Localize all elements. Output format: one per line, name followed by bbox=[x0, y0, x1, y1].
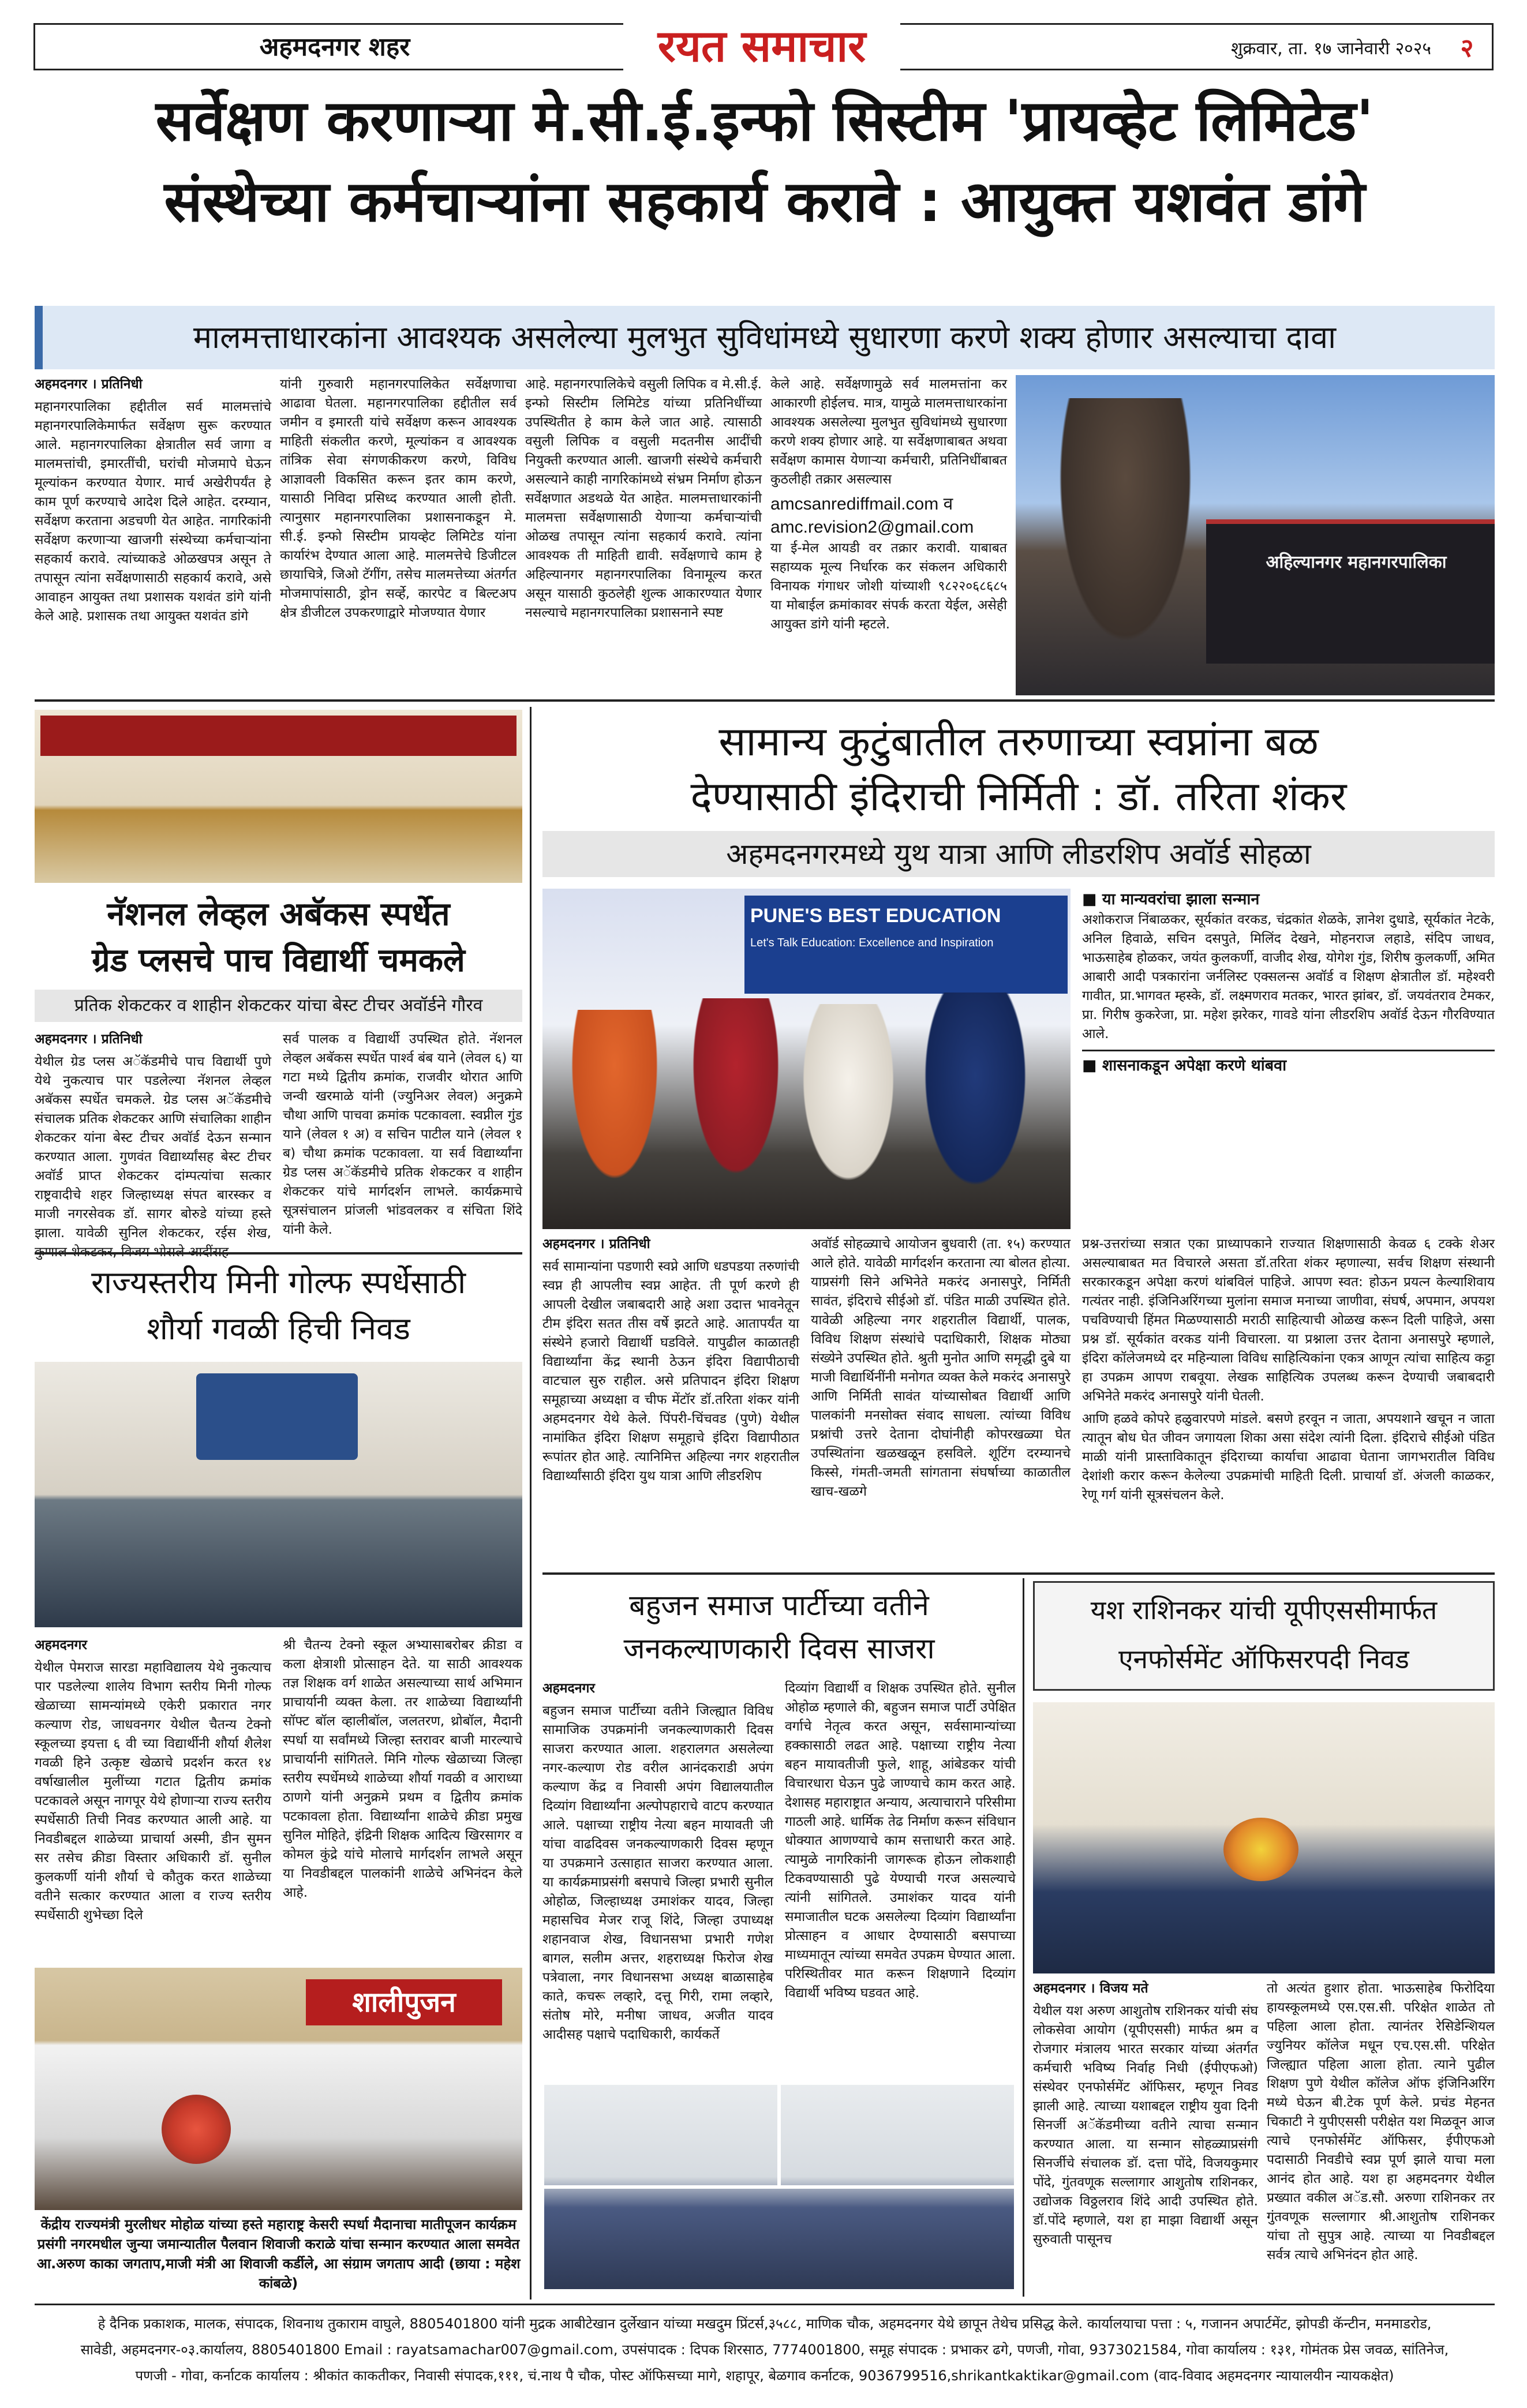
speaker-white-kurta bbox=[796, 1004, 900, 1194]
youth-column-1 bbox=[542, 1235, 799, 1567]
upsc-byline: अहमदनगर । विजय मते bbox=[1033, 1981, 1148, 1996]
golf-column-1 bbox=[35, 1636, 271, 1959]
upsc-headline-1: यश राशिनकर यांची यूपीएससीमार्फत bbox=[1090, 1594, 1438, 1626]
stop-expecting-text: प्रश्न-उत्तरांच्या सत्रात एका प्राध्यापकाने राज्यात शिक्षणासाठी केवळ ६ टक्के शेअर असल्याबाबत मत विचारले असता डॉ.तरिता शंकर म्हणाल्या, सर्वच शिक्षण संस्थानी सरकारकडून अपेक्षा करणं थांबविलं पाहिजे. आपण स्वत: होऊन प्रयत्न केल्याशिवाय गत्यंतर नाही. इंजिनिअरिंगच्या मुलांना समाज मनाच्या जाणीवा, संघर्ष, अपमान, अपयश पचविण्याची हिंमत मिळण्यासाठी मराठी साहित्याची ओळख करून दिली पाहिजे, असा प्रश्न डॉ. सूर्यकांत वरकड यांनी विचारला. या प्रश्नाला उत्तर देताना अनासपुरे म्हणाले, इंदिरा कॉलेजमध्ये दर महिन्याला विविध साहित्यिकांना एकत्र आणून त्यांचा साहित्य कट्टा हा उपक्रम आपण राबवूया. लेखक साहित्यिक उपलब्ध करून देण्याची जबाबदारी अभिनेते मकरंद अनासपुरे यांनी घेतली. bbox=[1082, 1237, 1495, 1404]
matipujan-photo bbox=[35, 1968, 522, 2210]
speaker-blue-suit bbox=[918, 993, 1033, 1200]
footer-rule bbox=[35, 2304, 1495, 2305]
golf-headline-2: शौर्या गवळी हिची निवड bbox=[147, 1310, 410, 1347]
youth-bottom-rule bbox=[542, 1572, 1495, 1575]
matipujan-caption: केंद्रीय राज्यमंत्री मुरलीधर मोहोळ यांच्या हस्ते महाराष्ट्र केसरी स्पर्धा मैदानाचा मातीपूजन कार्यक्रम प्रसंगी नगरमधील जुन्या जमान्यातील पैलवान शिवाजी कराळे यांचा सन्मान करण्यात आला समवेत आ.अरुण काका जगताप,माजी मंत्री आ शिवाजी कर्डीले, आ संग्राम जगताप आदी (छाया : महेश कांबळे) bbox=[36, 2216, 521, 2291]
abacus-headline-2: ग्रेड प्लसचे पाच विद्यार्थी चमकले bbox=[92, 942, 465, 979]
upsc-felicitation-photo bbox=[1033, 1702, 1495, 1973]
golf-col1-text: येथील पेमराज सारडा महाविद्यालय येथे नुकत्याच पार पडलेल्या शालेय विभाग स्तरीय मिनी गोल्फ खेळाच्या सामन्यांमध्ये एकेरी प्रकारात नगर कल्याण रोड, जाधवनगर येथील चैतन्य टेक्नो स्कूलच्या इयत्ता ६ वी च्या विद्यार्थीनी शौर्या शैलेश गवळी हिने उत्कृष्ट खेळाचे प्रदर्शन करत १४ वर्षाखालील मुलींच्या गटात द्वितीय क्रमांक पटकावले असून नागपूर येथे होणाऱ्या राज्य स्तरीय स्पर्धेसाठी तिची निवड करण्यात आली आहे. या निवडीबद्दल शाळेच्या प्राचार्या अस्मी, डीन सुमन सर तसेच क्रीडा विस्तार अधिकारी डॉ. सुनील कुलकर्णी यांनी शौर्या चे कौतुक करत शाळेच्या वतीने सत्कार करण्यात आला व राज्य स्तरीय स्पर्धेसाठी शुभेच्छा दिले bbox=[35, 1660, 271, 1923]
abacus-byline: अहमदनगर । प्रतिनिधी bbox=[35, 1032, 143, 1047]
abacus-winners-photo bbox=[35, 710, 522, 883]
abacus-subheadline: प्रतिक शेकटकर व शाहीन शेकटकर यांचा बेस्ट टीचर अवॉर्डने गौरव bbox=[35, 990, 522, 1022]
lead-byline: अहमदनगर । प्रतिनिधी bbox=[35, 377, 143, 392]
lead-column-3 bbox=[525, 375, 762, 692]
golf-felicitation-photo bbox=[35, 1362, 522, 1627]
bsp-col2-text: दिव्यांग विद्यार्थी व शिक्षक उपस्थित होते. सुनील ओहोळ म्हणाले की, बहुजन समाज पार्टी उपेक्षित वर्गाचे नेतृत्व करत असून, सर्वसामान्यांच्या हक्कासाठी लढत आहे. पक्षाच्या राष्ट्रीय नेत्या बहन मायावतीजी फुले, शाहू, आंबेडकर यांची विचारधारा घेऊन पुढे जाण्याचे काम करत आहे. देशासह महाराष्ट्रात अन्याय, अत्याचाराने परिसीमा गाठली आहे. धार्मिक तेढ निर्माण करून संविधान धोक्यात आणण्याचे काम सत्ताधारी करत आहे. त्यामुळे नागरिकांनी जागरूक होऊन लोकशाही टिकवण्यासाठी पुढे येण्याची गरज असल्याचे त्यांनी सांगितले. उमाशंकर यादव यांनी समाजातील घटक असलेल्या दिव्यांग विद्यार्थ्यांना प्रोत्साहन व आधार देण्यासाठी बसपाच्या माध्यमातून त्यांच्या समवेत उपक्रम घेण्यात आला. परिस्थितीवर मात करून शिक्षणाने दिव्यांग विद्यार्थी भविष्य घडवत आहे. bbox=[785, 1681, 1016, 2001]
building-sign: अहिल्यानगर महानगरपालिका bbox=[1266, 552, 1447, 572]
bsp-photo-1 bbox=[542, 2083, 779, 2187]
section-label: अहमदनगर शहर bbox=[259, 32, 410, 62]
lead-column-1 bbox=[35, 375, 271, 692]
stage-banner bbox=[744, 896, 1068, 994]
youth-column-2 bbox=[811, 1235, 1071, 1567]
upsc-bouquet bbox=[1223, 1818, 1298, 1881]
left-column-divider bbox=[530, 707, 532, 2300]
imprint-line-2: सावेडी, अहमदनगर-०३.कार्यालय, 8805401800 Email : rayatsamachar007@gmail.com, उपसंपादक : दिपक शिरसाठ, 7774001800, समूह संपादक : प्रभाकर ढगे, पणजी, गोवा, 9373021584, गोवा कार्यालय : १३१, गोमंतक प्रेस जवळ, सांतिनेज, bbox=[80, 2342, 1449, 2358]
bsp-column-2 bbox=[785, 1679, 1016, 2077]
bsp-column-1 bbox=[542, 1679, 773, 2077]
newspaper-title: रयत समाचार bbox=[623, 17, 900, 75]
bsp-photo-2 bbox=[779, 2083, 1016, 2187]
page-number: २ bbox=[1460, 33, 1474, 63]
speaker-orange-saree bbox=[566, 1010, 664, 1194]
bsp-col1-text: बहुजन समाज पार्टीच्या वतीने जिल्ह्यात विविध सामाजिक उपक्रमांनी जनकल्याणकारी दिवस साजरा करण्यात आला. शहरालगत असलेल्या नगर-कल्याण रोड वरील आनंदकराडी अपंग कल्याण केंद्र व निवासी अपंग विद्यालयातील दिव्यांग विद्यार्थ्यांना अल्पोपहाराचे वाटप करण्यात आले. पक्षाच्या राष्ट्रीय नेत्या बहन मायावती जी यांचा वाढदिवस जनकल्याणकारी दिवस म्हणून या उपक्रमाने उत्साहात साजरा करण्यात आला. या कार्यक्रमाप्रसंगी बसपाचे जिल्हा प्रभारी सुनील ओहोळ, जिल्हाध्यक्ष उमाशंकर यादव, जिल्हा महासचिव मेजर राजू शिंदे, जिल्हा उपाध्यक्ष शहानवाज शेख, विधानसभा प्रभारी गणेश बागल, सलीम अत्तर, शहराध्यक्ष फिरोज शेख पत्रेवाला, नगर विधानसभा अध्यक्ष बाळासाहेब काते, कचरू लव्हारे, दत्तू गिरी, रामा लव्हारे, संतोष मोरे, मनीषा जाधव, अजीत यादव आदीसह पक्षाचे पदाधिकारी, कार्यकर्ते bbox=[542, 1703, 773, 2042]
youth-subheadline: अहमदनगरमध्ये युथ यात्रा आणि लीडरशिप अवॉर्ड सोहळा bbox=[542, 831, 1495, 877]
lead-column-2 bbox=[280, 375, 517, 692]
youth-byline: अहमदनगर । प्रतिनिधी bbox=[542, 1237, 650, 1252]
bsp-upsc-divider bbox=[1023, 1578, 1024, 2297]
abacus-column-1 bbox=[35, 1030, 271, 1244]
shivaji-statue bbox=[1050, 398, 1200, 664]
golf-column-2 bbox=[283, 1636, 522, 1959]
bsp-byline: अहमदनगर bbox=[542, 1681, 595, 1696]
youth-col2-text: अवॉर्ड सोहळ्याचे आयोजन बुधवारी (ता. १५) करण्यात आले होते. यावेळी मार्गदर्शन करताना त्या बोलत होत्या. याप्रसंगी सिने अभिनेते मकरंद अनासपुरे, निर्मिती सावंत, इंदिराचे सीईओ डॉ. पंडित माळी उपस्थित होते. यावेळी अहिल्या नगर शहरातील विद्यार्थी, पालक, विविध शिक्षण संस्थांचे पदाधिकारी, शिक्षक मोठ्या संख्येने उपस्थित होते. श्रुती मुनोत आणि समृद्धी दुबे या माजी विद्यार्थिनींनी मनोगत व्यक्त केले मकरंद अनासपुरे आणि निर्मिती सावंत यांच्यासोबत विद्यार्थी आणि पालकांनी मनसोक्त संवाद साधला. त्यांच्या विविध प्रश्नांची उत्तरे देताना दोघांनीही कोपरखळ्या घेत उपस्थितांना खळखळून हसविले. शूटिंग दरम्यानचे किस्से, गंमती-जमती सांगताना संघर्षाच्या काळातील खाच-खळगे bbox=[811, 1237, 1071, 1499]
complaint-email-2[interactable]: amc.revision2@gmail.com bbox=[770, 518, 974, 537]
flower-bouquet bbox=[162, 2095, 231, 2164]
upsc-column-1 bbox=[1033, 1979, 1258, 2297]
upsc-col2-text: तो अत्यंत हुशार होता. भाऊसाहेब फिरोदिया हायस्कूलमध्ये एस.एस.सी. परिक्षेत शाळेत तो पहिला आला होता. त्यानंतर रेसिडेन्शियल ज्युनियर कॉलेज मधून एच.एस.सी. परिक्षेत जिल्ह्यात पहिला आला होता. त्याने पुढील शिक्षण पुणे येथील कॉलेज ऑफ इंजिनिअरिंग मध्ये घेऊन बी.टेक पूर्ण केले. प्रचंड मेहनत चिकाटी ने युपीएससी परीक्षेत यश मिळवून आज त्याचे एनफोर्समेंट ऑफिसर, ईपीएफओ पदासाठी निवडीचे स्वप्न पूर्ण झाले याचा मला आनंद होत आहे. यश हा अहमदनगर येथील प्रख्यात वकील अॅड.सौ. अरुणा राशिनकर तर गुंतवणूक सल्लागार श्री.आशुतोष राशिनकर यांचा तो सुपुत्र आहे. त्याच्या या निवडीबद्दल सर्वत्र त्याचे अभिनंदन होत आहे. bbox=[1267, 1981, 1495, 2263]
bsp-headline-1: बहुजन समाज पार्टीच्या वतीने bbox=[629, 1589, 929, 1622]
golf-col2-text: श्री चैतन्य टेक्नो स्कूल अभ्यासाबरोबर क्रीडा व कला क्षेत्राशी प्रोत्साहन देते. या साठी आवश्यक तज्ञ शिक्षक वर्ग शाळेत असल्याच्या सार्थ अभिमान प्राचार्यानी व्यक्त केला. तर शाळेच्या विद्यार्थ्यांनी सॉफ्ट बॉल व्हालीबॉल, जलतरण, थ्रोबॉल, मैदानी स्पर्धा या सर्वांमध्ये जिल्हा स्तरावर बाजी मारल्याचे प्राचार्यानी सांगितले. मिनि गोल्फ खेळाच्या जिल्हा स्तरीय स्पर्धेमध्ये शाळेच्या शौर्या गवळी व आराध्या ठाणगे यांनी अनुक्रमे प्रथम व द्वितीय क्रमांक पटकावला होता. विद्यार्थ्यांना शाळेचे क्रीडा प्रमुख सुनिल मोहिते, इंद्रिनी शिक्षक आदित्य खिरसागर व कोमल कुंद्रे यांचे मोलाचे मार्गदर्शन लाभले असून या निवडीबद्दल पालकांनी शाळेचे अभिनंदन केले आहे. bbox=[283, 1638, 522, 1900]
youth-headline-1: सामान्य कुटुंबातील तरुणाच्या स्वप्नांना बळ bbox=[718, 718, 1319, 765]
banner-strip bbox=[40, 716, 517, 756]
honorees-heading: ■ या मान्यवरांचा झाला सन्मान bbox=[1082, 890, 1260, 908]
lead-headline-1: सर्वेक्षण करणाऱ्या मे.सी.ई.इन्फो सिस्टीम 'प्रायव्हेट लिमिटेड' bbox=[155, 88, 1374, 154]
youth-bullets bbox=[1082, 889, 1495, 1229]
abacus-col1-text: येथील ग्रेड प्लस अॅकॅडमीचे पाच विद्यार्थी पुणे येथे नुकत्याच पार पडलेल्या नॅशनल लेव्हल अबॅकस स्पर्धेत चमकले. ग्रेड प्लस अॅकॅडमीचे संचालक प्रतिक शेकटकर आणि संचालिका शाहीन शेकटकर यांना बेस्ट टीचर अवॉर्ड देऊन सन्मान करण्यात आला. गुणवंत विद्यार्थ्यांसह बेस्ट टीचर अवॉर्ड प्राप्त शेकटकर दांम्पत्यांचा सत्कार राष्ट्रवादीचे शहर जिल्हाध्यक्ष संपत बारस्कर व माजी नगरसेवक डॉ. सागर बोरुडे यांच्या हस्ते झाला. यावेळी सुनिल शेकटकर, रईस शेख, bbox=[35, 1054, 271, 1241]
lead-col3-text: आहे. महानगरपालिकेचे वसुली लिपिक व मे.सी.ई. इन्फो सिस्टीम लिमिटेड यांच्या प्रतिनिधींच्या उपस्थितीत हे काम केले जात आहे. त्यासाठी वसुली लिपिक व वसुली मदतनीस आदींची नियुक्ती करण्यात आली. खाजगी संस्थेचे कर्मचारी असल्याने काही नागरिकांमध्ये संभ्रम निर्माण होऊन सर्वेक्षणात अडथळे येत आहेत. मालमत्ताधारकांनी मालमत्ता सर्वेक्षणासाठी येणाऱ्या कर्मचाऱ्यांची ओळख तपासून त्यांना सहकार्य करावे. त्यांना आवश्यक ती माहिती द्यावी. सर्वेक्षणाचे काम हे अहिल्यानगर महानगरपालिका विनामूल्य करत असून यासाठी कुठलेही शुल्क आकारण्यात येणार नसल्याचे महानगरपालिका प्रशासनाने स्पष्ट bbox=[525, 377, 762, 620]
bsp-headline-2: जनकल्याणकारी दिवस साजरा bbox=[623, 1632, 935, 1665]
abacus-bottom-rule bbox=[35, 1252, 522, 1254]
imprint-line-3: पणजी - गोवा, कर्नाटक कार्यालय : श्रीकांत काकतीकर, निवासी संपादक,१११, चं.नाथ पै चौक, पोस्ट ऑफिसच्या मागे, शहापूर, बेळगाव कर्नाटक, 9036799516,shrikantkaktikar@gmail.com (वाद-विवाद अहमदनगर न्यायालयीन न्यायकक्षेत) bbox=[135, 2368, 1394, 2384]
bsp-event-photo bbox=[542, 2083, 1016, 2291]
matipujan-banner: शालीपुजन bbox=[306, 1979, 502, 2025]
lead-column-4 bbox=[770, 375, 1007, 692]
lead-col1-text: महानगरपालिका हद्दीतील सर्व मालमत्तांचे महानगरपालिकेमार्फत सर्वेक्षण सुरू करण्यात आले. महानगरपालिका क्षेत्रातील सर्व जागा व मालमत्तांची, इमारतींची, घरांची मोजमापे घेऊन मूल्यांकन करण्यात येणार. मार्च अखेरीपर्यंत हे काम पूर्ण करण्याचे आदेश दिले आहेत. दरम्यान, सर्वेक्षण करताना अडचणी येत आहेत. नागरिकांनी सर्वेक्षण करणाऱ्या खाजगी संस्थेच्या कर्मचाऱ्यांना सहकार्य करावे. त्यांच्याकडे ओळखपत्र असून ते तपासून त्यांना सर्वेक्षणासाठी सहकार्य करावे, असे आवाहन आयुक्त तथा प्रशासक यशवंत डांगे यांनी केले आहे. प्रशासक तथा आयुक्त यशवंत डांगे bbox=[35, 399, 271, 624]
upsc-column-2 bbox=[1267, 1979, 1495, 2297]
building-facade bbox=[1206, 519, 1495, 664]
lead-subheadline-band bbox=[35, 306, 1495, 369]
lead-headline-2: संस्थेच्या कर्मचाऱ्यांना सहकार्य करावे : आयुक्त यशवंत डांगे bbox=[164, 169, 1365, 235]
complaint-email-1[interactable]: amcsanrediffmail.com bbox=[770, 495, 939, 514]
municipal-building-photo bbox=[1016, 375, 1495, 695]
lead-col4b-text: या ई-मेल आयडी वर तक्रार करावी. याबाबत सहाय्यक मूल्य निर्धारक कर संकलन अधिकारी विनायक गंगाधर जोशी यांच्याशी ९८२२०६८६८५ या मोबाईल क्रमांकावर संपर्क करता येईल, असेही आयुक्त डांगे यांनी म्हटले. bbox=[770, 541, 1007, 632]
email-separator: व bbox=[943, 495, 953, 514]
bsp-photo-3 bbox=[542, 2187, 1016, 2291]
golf-byline: अहमदनगर bbox=[35, 1638, 87, 1653]
stage-banner-title: PUNE'S BEST EDUCATION bbox=[750, 905, 1001, 927]
lead-subheadline: मालमत्ताधारकांना आवश्यक असलेल्या मुलभुत सुविधांमध्ये सुधारणा करणे शक्य होणार असल्याचा दावा bbox=[193, 319, 1337, 355]
lead-col4a-text: केले आहे. सर्वेक्षणामुळे सर्व मालमत्तांना कर आकारणी होईलच. मात्र, यामुळे मालमत्ताधारकांना आवश्यक असलेल्या मुलभुत सुविधांमध्ये सुधारणा करणे शक्य होणार आहे. या सर्वेक्षणाबाबत अथवा सर्वेक्षण कामास येणाऱ्या कर्मचारी, प्रतिनिधींबाबत कुठलीही तक्रार असल्यास bbox=[770, 377, 1007, 487]
abacus-col2-text: सर्व पालक व विद्यार्थी उपस्थित होते. नॅशनल लेव्हल अबॅकस स्पर्धेत पार्श्व बंब याने (लेवल ६) या गटा मध्ये द्वितीय क्रमांक, राजवीर थोरात आणि जन्वी खरमाळे यांनी (ज्युनिअर लेवल) अनुक्रमे चौथा आणि पाचवा क्रमांक पटकावला. स्वप्नील गुंड याने (लेवल १ अ) व सचिन पाटील याने (लेवल १ ब) चौथा क्रमांक पटकावला. या सर्व विद्यार्थ्यांना ग्रेड प्लस अॅकॅडमीचे प्रतिक शेकटकर व शाहीन शेकटकर यांचे मार्गदर्शन लाभले. कार्यक्रमाचे सूत्रसंचालन प्रांजली भांडवलकर व संचिता शिंदे यांनी केले. bbox=[283, 1032, 522, 1237]
stage-banner-subtitle: Let's Talk Education: Excellence and Inspiration bbox=[750, 937, 994, 949]
youth-col3-tail: आणि हळवे कोपरे हळुवारपणे मांडले. बसणे हरवून न जाता, अपयशाने खचून न जाता त्यातून बोध घेत जीवन जगायला शिका असा संदेश त्यांनी दिला. इंदिराचे सीईओ पंडित माळी यांनी प्रास्ताविकातून इंदिराच्या कार्याचा आढावा घेताना जागभरातील विविध देशांशी करार करून केलेल्या उपक्रमांची माहिती दिली. प्राचार्या डॉ. अंजली काळकर, रेणू गर्ग यांनी सूत्रसंचलन केले. bbox=[1082, 1411, 1495, 1503]
upsc-col1-text: येथील यश अरुण आशुतोष राशिनकर यांची संघ लोकसेवा आयोग (यूपीएससी) मार्फत श्रम व रोजगार मंत्रालय भारत सरकार यांच्या अंतर्गत कर्मचारी भविष्य निर्वाह निधी (ईपीएफओ) संस्थेवर एनफोर्समेंट ऑफिसर, म्हणून निवड झाली आहे. त्याच्या यशाबद्दल राष्ट्रीय युवा दिनी सिनर्जी अॅकॅडमीच्या वतीने त्याचा सन्मान करण्यात आला. या सन्मान सोहळ्याप्रसंगी सिनर्जीचे संचालक डॉ. दत्ता पोंदे, विजयकुमार पोंदे, गुंतवणूक सल्लागार आशुतोष राशिनकर, उद्योजक विठ्ठलराव शिंदे आदी उपस्थित होते. डॉ.पोंदे म्हणाले, यश हा माझा विद्यार्थी असून सुरुवाती पासूनच bbox=[1033, 2003, 1258, 2247]
upsc-headline-2: एनफोर्समेंट ऑफिसरपदी निवड bbox=[1118, 1643, 1409, 1675]
abacus-column-2 bbox=[283, 1030, 522, 1244]
lead-bottom-rule bbox=[35, 699, 1495, 702]
honorees-text: अशोकराज निंबाळकर, सूर्यकांत वरकड, चंद्रकांत शेळके, ज्ञानेश दुधाडे, सूर्यकांत नेटके, अनिल हिवाळे, सचिन दसपुते, मिलिंद देखने, मोहनराज लहाडे, संदिप जाधव, भाऊसाहेब होळकर, जयंत कुलकर्णी, वाजीद शेख, योगेश गुंड, शिरीष कुलकर्णी, अमित आबारी आदी पत्रकारांना जर्नलिस्ट एक्सलन्स अवॉर्ड व शिक्षण क्षेत्रातील डॉ. महेश्वरी गावीत, प्रा.भागवत म्हस्के, डॉ. लक्ष्मणराव मतकर, भारत झांबर, डॉ. जयवंतराव टेमकर, प्रा. गिरीष कुकरेजा, प्रा. महेश झरेकर, गावडे यांना लीडरशिप अवॉर्ड देऊन गौरविण्यात आले. bbox=[1082, 912, 1495, 1042]
lead-col2-text: यांनी गुरुवारी महानगरपालिकेत सर्वेक्षणाचा आढावा घेतला. महानगरपालिका हद्दीतील सर्व जमीन व इमारती यांचे सर्वेक्षण करून आवश्यक माहिती संकलीत करणे, मूल्यांकन व आवश्यक तांत्रिक सेवा संगणकीकरण करणे, विविध आज्ञावली विकसित करून इतर काम करणे, यासाठी निविदा प्रसिध्द करण्यात आली होती. त्यानुसार महानगरपालिका प्रशासनाकडून मे. सी.ई. इन्फो सिस्टीम प्रायव्हेट लिमिटेड यांना कार्यारंभ देण्यात आला आहे. मालमत्तेचे डिजीटल छायाचित्रे, जिओ टॅगींग, तसेच मालमत्तेच्या अंतर्गत मोजमापांसाठी, ड्रोन सर्व्हे, कारपेट व बिल्टअप क्षेत्र डीजीटल उपकरणाद्वारे मोजण्यात येणार bbox=[280, 377, 517, 620]
youth-headline-2: देण्यासाठी इंदिराची निर्मिती : डॉ. तरिता शंकर bbox=[690, 773, 1347, 820]
issue-date: शुक्रवार, ता. १७ जानेवारी २०२५ bbox=[1230, 39, 1431, 59]
youth-column-3 bbox=[1082, 1235, 1495, 1567]
imprint-line-1: हे दैनिक प्रकाशक, मालक, संपादक, शिवनाथ तुकाराम वाघुले, 8805401800 यांनी मुद्रक आबीटेखान दुर्लेखान यांच्या मखदुम प्रिंटर्स,३५८८, माणिक चौक, अहमदनगर येथे छापून तेथेच प्रसिद्ध केले. कार्यालयाचा पत्ता : ५, गजानन अपार्टमेंट, झोपडी कॅन्टीन, मनमाडरोड, bbox=[98, 2316, 1432, 2332]
youth-col1-text: सर्व सामान्यांना पडणारी स्वप्ने आणि धडपडया तरुणांची स्वप्न ही आपलीच स्वप्न आहेत. ती पूर्ण करणे ही आपली देखील जबाबदारी आहे अशा उदात्त भावनेतून टीम इंदिरा सतत तीस वर्षे झटते आहे. आतापर्यंत या संस्थेने हजारो विद्यार्थी घडविले. यापुढील काळातही विद्यार्थ्यांना केंद्र स्थानी ठेऊन इंदिरा विद्यापीठाची वाटचाल सुरु राहील. असे प्रतिपादन इंदिरा शिक्षण समूहाच्या अध्यक्षा व चीफ मेंटॉर डॉ.तरिता शंकर यांनी अहमदनगर येथे केले. पिंपरी-चिंचवड (पुणे) येथील नामांकित इंदिरा शिक्षण समूहाचे इंदिरा विद्यापीठात रूपांतर होत आहे. त्यानिमित्त अहिल्या नगर शहरातील विद्यार्थ्यांसाठी इंदिरा युथ यात्रा आणि लीडरशिप bbox=[542, 1259, 799, 1484]
speaker-red-dress bbox=[687, 998, 785, 1189]
youth-yatra-stage-photo bbox=[542, 889, 1071, 1229]
stop-expecting-heading: ■ शासनाकडून अपेक्षा करणे थांबवा bbox=[1082, 1050, 1495, 1077]
abacus-headline-1: नॅशनल लेव्हल अबॅकस स्पर्धेत bbox=[107, 896, 450, 933]
school-banner bbox=[196, 1373, 358, 1460]
golf-headline-1: राज्यस्तरीय मिनी गोल्फ स्पर्धेसाठी bbox=[91, 1264, 466, 1301]
